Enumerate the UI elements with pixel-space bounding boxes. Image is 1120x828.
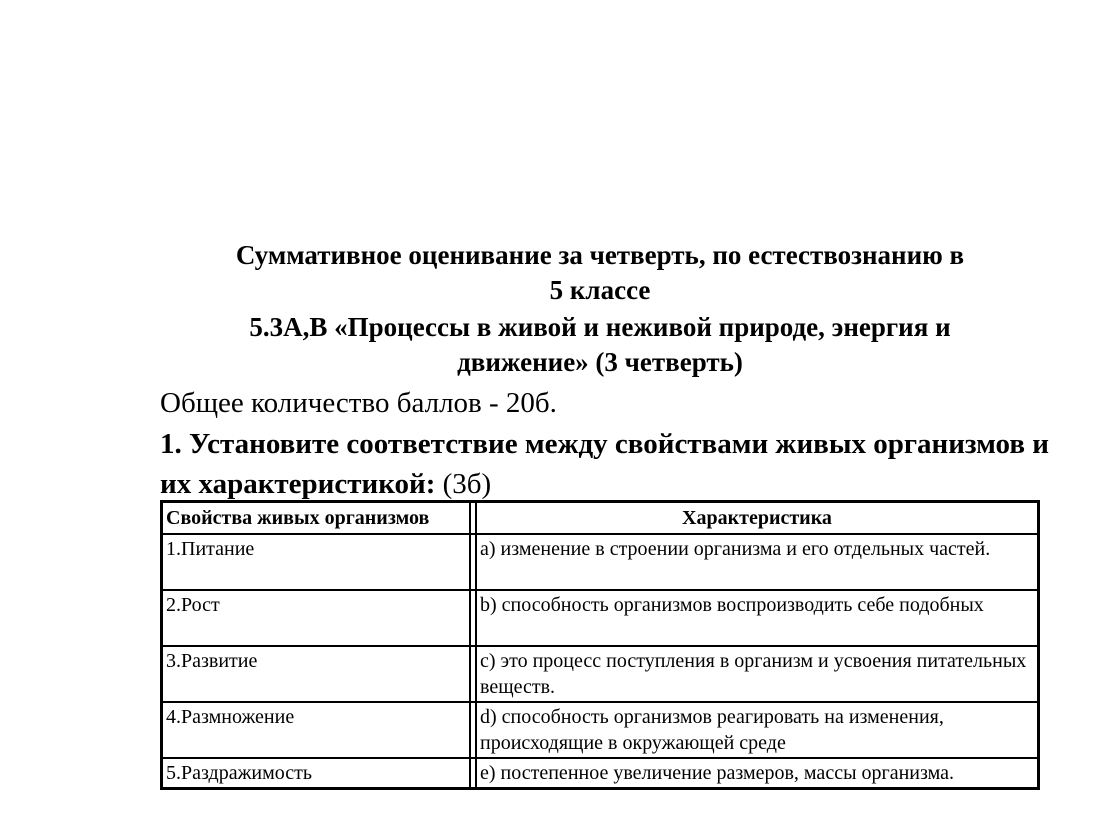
- total-points: Общее количество баллов - 20б.: [160, 387, 557, 419]
- table-row: [162, 758, 1038, 788]
- row-characteristic: d) способность организмов реагировать на изменения, происходящие в окружающей среде: [476, 702, 1038, 758]
- table-header-row: [162, 502, 1038, 534]
- row-property: 1.Питание: [162, 534, 470, 590]
- table-row: [162, 534, 1038, 590]
- row-property: 5.Раздражимость: [162, 758, 470, 788]
- task-1-points: (3б): [442, 468, 492, 500]
- row-characteristic: b) способность организмов воспроизводить себе подобных: [476, 590, 1038, 646]
- header-characteristic: Характеристика: [476, 502, 1038, 534]
- row-characteristic: c) это процесс поступления в организм и усвоения питательных веществ.: [476, 646, 1038, 702]
- header-properties: Свойства живых организмов: [162, 502, 470, 534]
- subtitle-line-1: 5.3А,В «Процессы в живой и неживой природе, энергия и: [249, 312, 951, 342]
- row-characteristic: e) постепенное увеличение размеров, массы организма.: [476, 758, 1038, 788]
- title-line-1: Суммативное оценивание за четверть, по естествознанию в: [235, 240, 965, 270]
- task-1: [160, 424, 1060, 504]
- matching-table: [160, 500, 1040, 790]
- title-line-2: 5 классе: [549, 275, 651, 305]
- document-subtitle: [150, 310, 1050, 380]
- subtitle-line-2: движение» (3 четверть): [457, 347, 743, 377]
- table-row: [162, 646, 1038, 702]
- table-row: [162, 702, 1038, 758]
- row-property: 2.Рост: [162, 590, 470, 646]
- table-row: [162, 590, 1038, 646]
- document-title: [150, 238, 1050, 308]
- row-property: 3.Развитие: [162, 646, 470, 702]
- row-characteristic: a) изменение в строении организма и его отдельных частей.: [476, 534, 1038, 590]
- task-1-text: 1. Установите соответствие между свойствами живых организмов и их характеристикой:: [160, 428, 1049, 500]
- row-property: 4.Размножение: [162, 702, 470, 758]
